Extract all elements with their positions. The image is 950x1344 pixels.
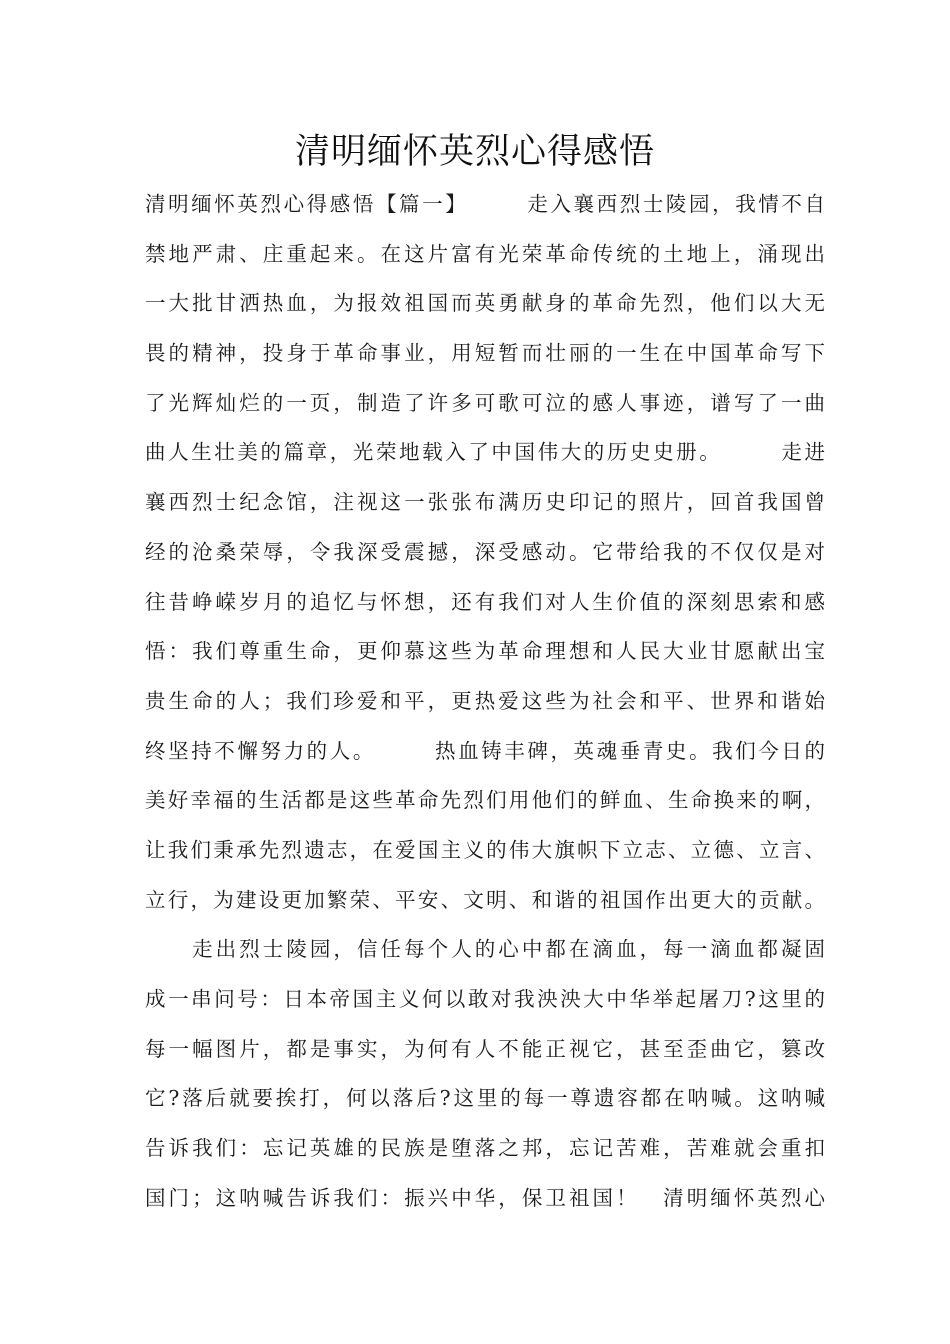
- body-line: 清明缅怀英烈心得感悟【篇一】 走入襄西烈士陵园，我情不自: [145, 192, 825, 216]
- body-line: 国门；这呐喊告诉我们：振兴中华，保卫祖国！ 清明缅怀英烈心: [145, 1185, 825, 1210]
- body-line: 每一幅图片，都是事实，为何有人不能正视它，甚至歪曲它，篡改: [145, 1036, 825, 1061]
- body-line: 悟：我们尊重生命，更仰慕这些为革命理想和人民大业甘愿献出宝: [145, 639, 825, 664]
- body-line: 终坚持不懈努力的人。 热血铸丰碑，英魂垂青史。我们今日的: [145, 738, 825, 763]
- body-line: 曲人生壮美的篇章，光荣地载入了中国伟大的历史史册。 走进: [145, 440, 825, 465]
- body-line: 禁地严肃、庄重起来。在这片富有光荣革命传统的土地上，涌现出: [145, 241, 825, 266]
- document-title: 清明缅怀英烈心得感悟: [294, 132, 655, 172]
- document-body: [145, 180, 825, 1223]
- body-line: 畏的精神，投身于革命事业，用短暂而壮丽的一生在中国革命写下: [145, 341, 825, 366]
- body-line: 告诉我们：忘记英雄的民族是堕落之邦，忘记苦难，苦难就会重扣: [145, 1136, 825, 1161]
- body-line: 让我们秉承先烈遗志，在爱国主义的伟大旗帜下立志、立德、立言、: [145, 837, 825, 862]
- body-line: 美好幸福的生活都是这些革命先烈们用他们的鲜血、生命换来的啊，: [145, 788, 825, 813]
- body-line: 一大批甘洒热血，为报效祖国而英勇献身的革命先烈，他们以大无: [145, 291, 825, 316]
- body-line: 立行，为建设更加繁荣、平安、文明、和谐的祖国作出更大的贡献。: [145, 887, 825, 912]
- body-line: 成一串问号：日本帝国主义何以敢对我泱泱大中华举起屠刀?这里的: [145, 987, 825, 1011]
- body-line: 走出烈士陵园，信任每个人的心中都在滴血，每一滴血都凝固: [145, 937, 825, 962]
- body-line: 贵生命的人；我们珍爱和平，更热爱这些为社会和平、世界和谐始: [145, 688, 825, 713]
- body-line: 往昔峥嵘岁月的追忆与怀想，还有我们对人生价值的深刻思索和感: [145, 589, 825, 614]
- body-line: 它?落后就要挨打，何以落后?这里的每一尊遗容都在呐喊。这呐喊: [145, 1086, 825, 1111]
- body-line: 经的沧桑荣辱，令我深受震撼，深受感动。它带给我的不仅仅是对: [145, 539, 825, 564]
- body-line: 了光辉灿烂的一页，制造了许多可歌可泣的感人事迹，谱写了一曲: [145, 390, 825, 415]
- body-line: 襄西烈士纪念馆，注视这一张张布满历史印记的照片，回首我国曾: [145, 490, 825, 515]
